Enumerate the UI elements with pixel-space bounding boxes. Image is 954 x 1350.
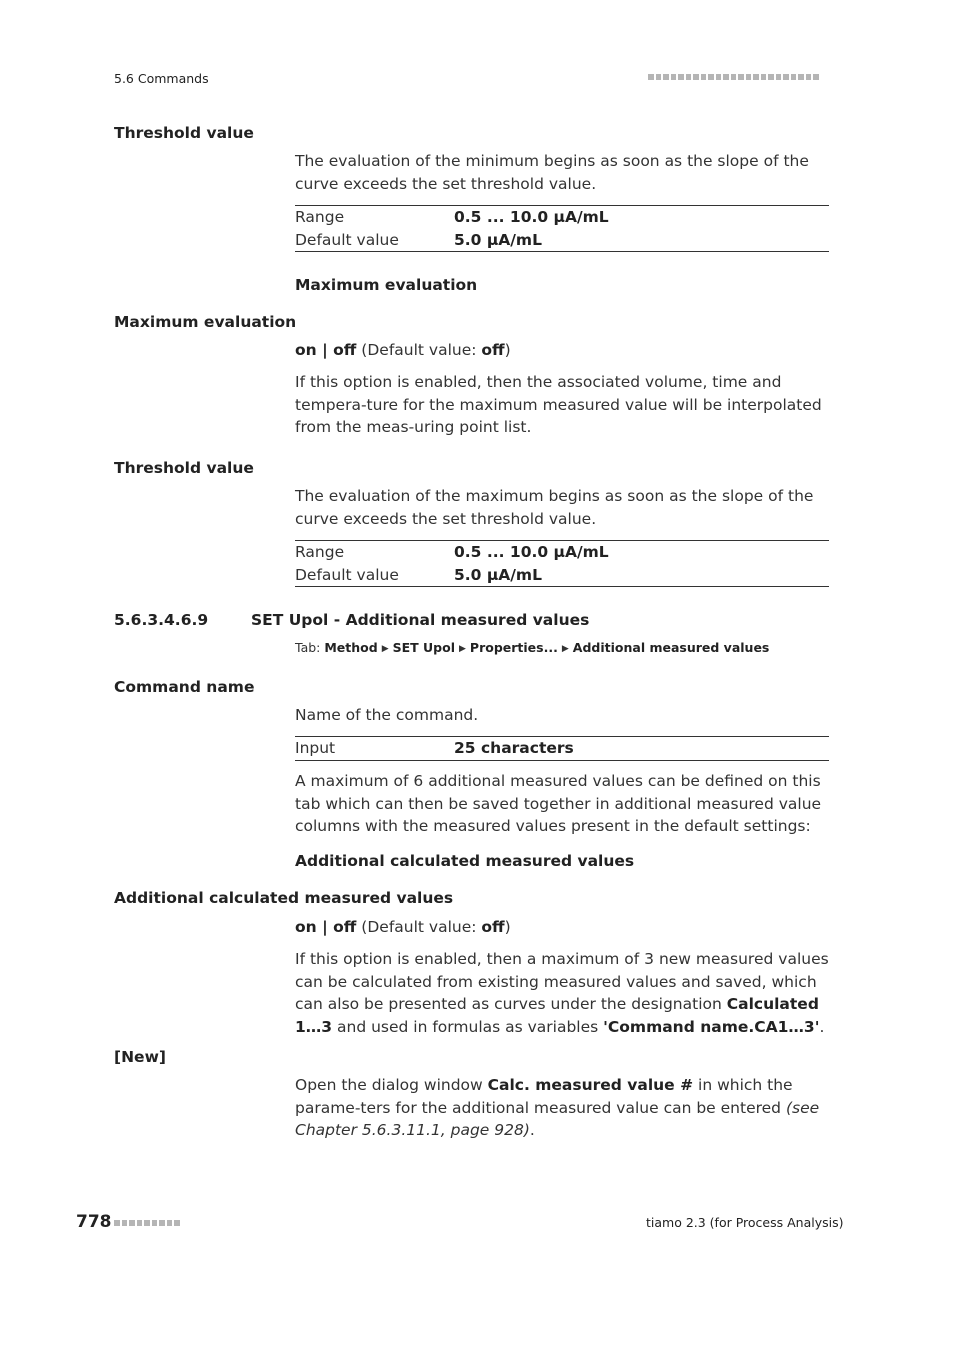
row-label: Default value [295, 230, 399, 249]
table-row [295, 229, 829, 252]
path-item: SET Upol [392, 640, 455, 655]
row-label: Input [295, 739, 336, 757]
option-on: on [295, 918, 317, 936]
row-label: Default value [295, 565, 399, 584]
default-suffix: ) [504, 918, 511, 936]
new-text-c: in which the parame-ters for the additional measured value can be entered [295, 1076, 793, 1117]
triangle-right-icon: ▶ [459, 644, 466, 654]
path-item: Additional measured values [572, 640, 770, 655]
max-eval-options [295, 339, 829, 362]
acmv-subheading: Additional calculated measured values [295, 852, 635, 870]
header-decoration [648, 74, 829, 82]
page-number: 778 [76, 1212, 112, 1232]
table-row [295, 541, 829, 564]
row-value: 25 characters [454, 739, 574, 757]
row-value: 0.5 ... 10.0 µA/mL [454, 208, 609, 226]
command-name-table [295, 736, 829, 761]
command-name-text2: A maximum of 6 additional measured values can be defined on this tab which can then be saved together in additional measured value columns with the measured values present in the default settings: [295, 772, 822, 835]
footer-decoration [114, 1220, 180, 1226]
command-name-heading: Command name [114, 678, 255, 696]
triangle-right-icon: ▶ [381, 644, 389, 654]
option-off: off [333, 918, 357, 936]
new-text-a: Open the dialog window [295, 1076, 488, 1094]
chapter-reference-link[interactable]: (see Chapter 5.6.3.11.1, page 928) [295, 1098, 820, 1139]
acmv-heading: Additional calculated measured values [114, 889, 454, 907]
tab-path [295, 640, 769, 655]
acmv-text-c: and used in formulas as variables [332, 1017, 604, 1036]
acmv-options [295, 916, 829, 939]
option-sep: | [316, 918, 334, 936]
command-name-text: Name of the command. [295, 706, 479, 724]
option-on: on [295, 341, 317, 359]
acmv-text-a: If this option is enabled, then a maximum of 3 new measured values can be calculated from existing measured values and saved, which can also be presented as curves under the designation [295, 950, 829, 1013]
threshold-max-text: The evaluation of the maximum begins as soon as the slope of the curve exceeds the set threshold value. [295, 487, 814, 528]
option-off: off [333, 341, 357, 359]
threshold-min-text: The evaluation of the minimum begins as soon as the slope of the curve exceeds the set threshold value. [295, 152, 809, 193]
footer-product: tiamo 2.3 (for Process Analysis) [646, 1215, 844, 1230]
table-row [295, 737, 829, 760]
acmv-text-e: . [819, 1017, 825, 1036]
section-number: 5.6.3.4.6.9 [114, 611, 209, 629]
row-value: 5.0 µA/mL [454, 230, 542, 249]
default-value: off [481, 918, 505, 936]
default-value: off [481, 341, 505, 359]
new-text-b: Calc. measured value # [487, 1076, 694, 1094]
row-value: 0.5 ... 10.0 µA/mL [454, 543, 609, 561]
row-value: 5.0 µA/mL [454, 565, 542, 584]
acmv-text-b: Calculated 1…3 [295, 995, 819, 1036]
acmv-text-d: 'Command name.CA1…3' [603, 1017, 820, 1036]
acmv-text [295, 948, 829, 1038]
max-eval-heading: Maximum evaluation [114, 313, 297, 331]
default-suffix: ) [504, 341, 511, 359]
threshold-max-table [295, 540, 829, 587]
path-item: Method [324, 640, 378, 655]
new-heading: [New] [114, 1048, 166, 1066]
threshold-max-heading: Threshold value [114, 459, 254, 477]
new-text-e: . [529, 1121, 535, 1139]
table-row [295, 564, 829, 587]
triangle-right-icon: ▶ [561, 644, 569, 654]
tab-prefix: Tab: [295, 640, 325, 655]
default-prefix: (Default value: [356, 918, 482, 936]
table-row [295, 206, 829, 229]
new-text [295, 1074, 829, 1142]
max-eval-subheading: Maximum evaluation [295, 276, 478, 294]
option-sep: | [316, 341, 334, 359]
threshold-min-heading: Threshold value [114, 124, 254, 142]
default-prefix: (Default value: [356, 341, 482, 359]
path-item: Properties... [469, 640, 558, 655]
section-title: SET Upol - Additional measured values [251, 611, 590, 629]
threshold-min-table [295, 205, 829, 252]
row-label: Range [295, 208, 345, 226]
running-header-section: 5.6 Commands [114, 71, 209, 86]
row-label: Range [295, 543, 345, 561]
max-eval-text: If this option is enabled, then the associated volume, time and tempera-ture for the maximum measured value will be interpolated from the meas-uring point list. [295, 373, 822, 436]
